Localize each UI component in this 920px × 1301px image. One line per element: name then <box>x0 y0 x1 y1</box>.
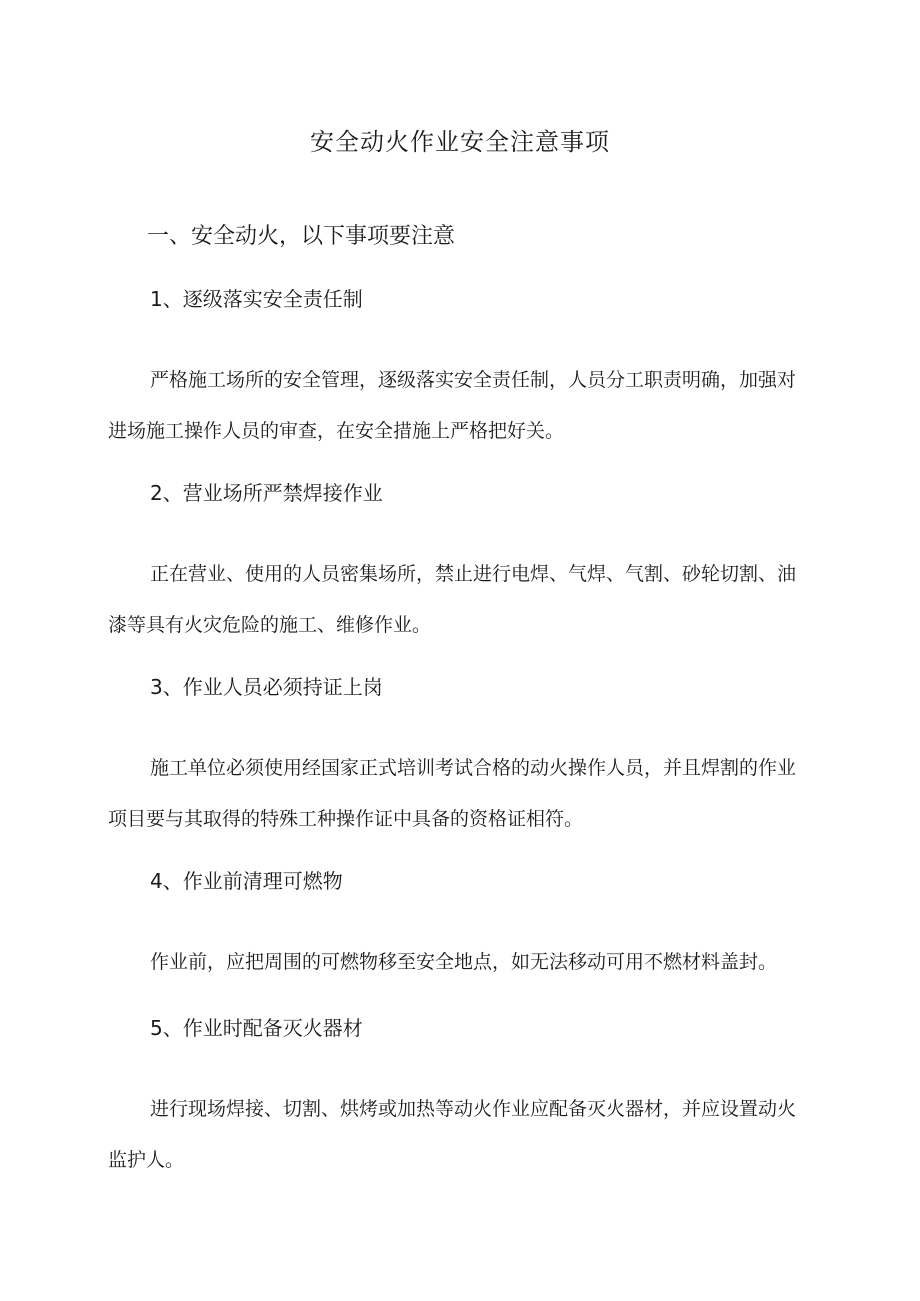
item-heading-2: 2、营业场所严禁焊接作业 <box>150 481 383 505</box>
item-heading-5: 5、作业时配备灭火器材 <box>150 1016 363 1040</box>
item-heading-3: 3、作业人员必须持证上岗 <box>150 675 383 699</box>
item-body-5: 进行现场焊接、切割、烘烤或加热等动火作业应配备灭火器材，并应设置动火监护人。 <box>108 1098 797 1171</box>
item-heading-4: 4、作业前清理可燃物 <box>150 869 343 893</box>
item-body-3: 施工单位必须使用经国家正式培训考试合格的动火操作人员，并且焊割的作业项目要与其取得的特殊工种操作证中具备的资格证相符。 <box>108 757 797 830</box>
item-heading-1: 1、逐级落实安全责任制 <box>150 287 363 311</box>
item-body-1: 严格施工场所的安全管理，逐级落实安全责任制，人员分工职责明确，加强对进场施工操作人员的审查，在安全措施上严格把好关。 <box>108 369 797 442</box>
document-title: 安全动火作业安全注意事项 <box>310 128 610 156</box>
item-body-2: 正在营业、使用的人员密集场所，禁止进行电焊、气焊、气割、砂轮切割、油漆等具有火灾危险的施工、维修作业。 <box>108 563 797 636</box>
item-body-4: 作业前，应把周围的可燃物移至安全地点，如无法移动可用不燃材料盖封。 <box>150 951 778 973</box>
section-heading: 一、安全动火，以下事项要注意 <box>147 224 456 249</box>
